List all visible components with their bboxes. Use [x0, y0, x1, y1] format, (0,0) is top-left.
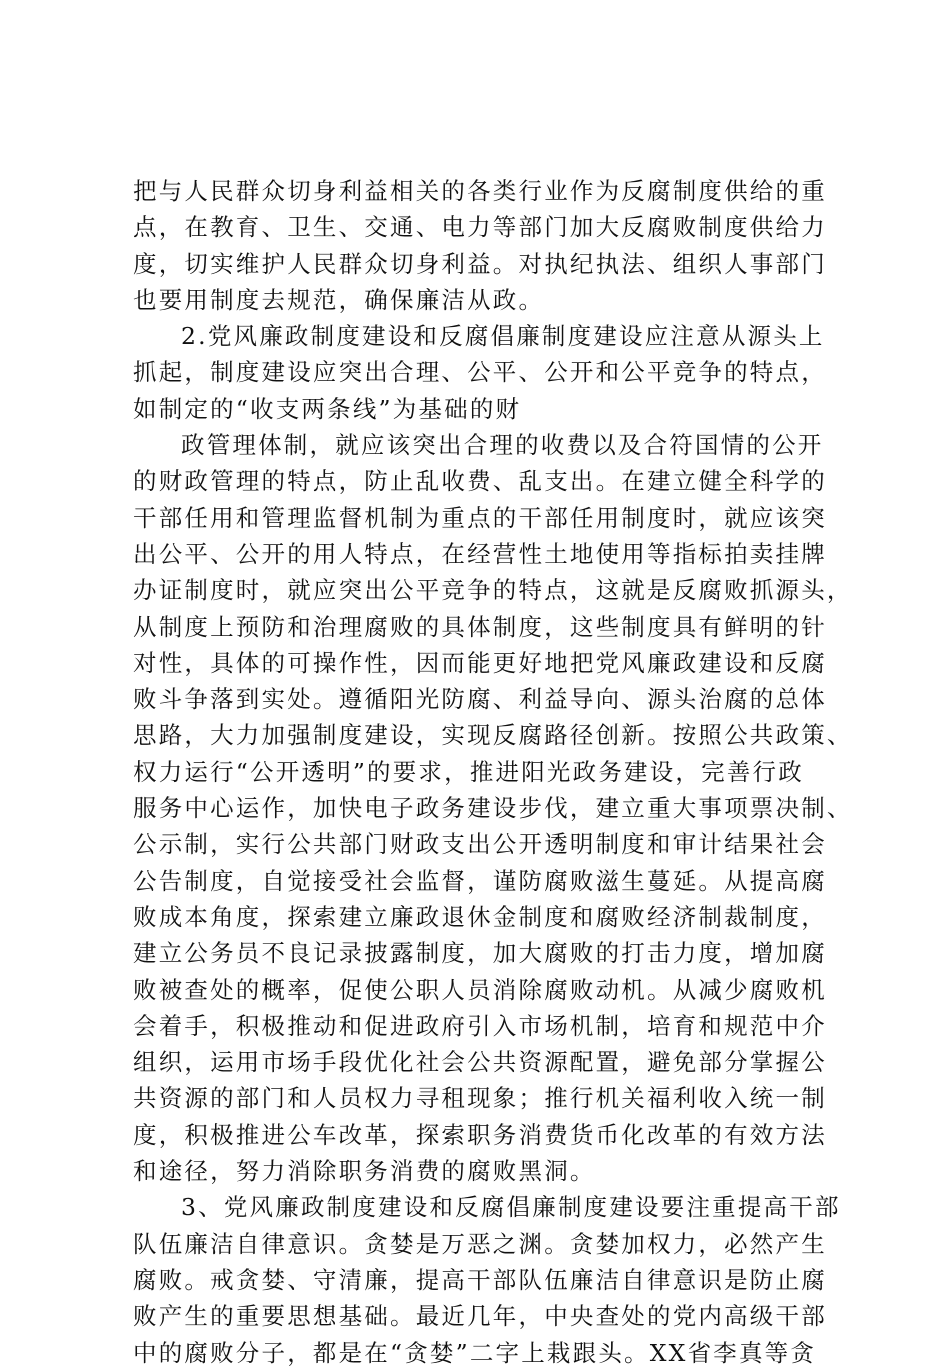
text-line: 败斗争落到实处。遵循阳光防腐、利益导向、源头治腐的总体	[133, 685, 827, 714]
text-line: 干部任用和管理监督机制为重点的干部任用制度时，就应该突	[133, 503, 827, 532]
text-line: 把与人民群众切身利益相关的各类行业作为反腐制度供给的重	[133, 177, 827, 205]
text-line: 从制度上预防和治理腐败的具体制度，这些制度具有鲜明的针	[133, 612, 827, 641]
text-line: 权力运行“公开透明”的要求，推进阳光政务建设，完善行政	[133, 757, 804, 786]
text-line: 共资源的部门和人员权力寻租现象；推行机关福利收入统一制	[133, 1084, 827, 1113]
text-line: 如制定的“收支两条线”为基础的财	[133, 394, 522, 423]
paragraph-start-line: 2.党风廉政制度建设和反腐倡廉制度建设应注意从源头上	[181, 322, 825, 351]
text-line: 会着手，积极推动和促进政府引入市场机制，培育和规范中介	[133, 1011, 827, 1040]
text-line: 出公平、公开的用人特点，在经营性土地使用等指标拍卖挂牌	[133, 539, 827, 568]
body-text	[133, 173, 853, 1371]
text-line: 败产生的重要思想基础。最近几年，中央查处的党内高级干部	[133, 1302, 827, 1331]
text-line: 败成本角度，探索建立廉政退休金制度和腐败经济制裁制度，	[133, 902, 827, 931]
paragraph-start-line: 政管理体制，就应该突出合理的收费以及合符国情的公开	[181, 431, 824, 460]
text-line: 度，积极推进公车改革，探索职务消费货币化改革的有效方法	[133, 1120, 827, 1149]
text-line: 办证制度时，就应突出公平竞争的特点，这就是反腐败抓源头，	[133, 576, 853, 605]
text-line: 对性，具体的可操作性，因而能更好地把党风廉政建设和反腐	[133, 648, 827, 677]
text-line: 思路，大力加强制度建设，实现反腐路径创新。按照公共政策、	[133, 721, 853, 750]
text-line: 组织，运用市场手段优化社会公共资源配置，避免部分掌握公	[133, 1048, 827, 1077]
text-line: 的财政管理的特点，防止乱收费、乱支出。在建立健全科学的	[133, 467, 827, 496]
text-line: 也要用制度去规范，确保廉洁从政。	[133, 285, 545, 314]
text-line: 点，在教育、卫生、交通、电力等部门加大反腐败制度供给力	[133, 213, 827, 242]
text-line: 中的腐败分子，都是在“贪婪”二字上栽跟头。XX省李真等贪	[133, 1338, 817, 1367]
paragraph-start-line: 3、党风廉政制度建设和反腐倡廉制度建设要注重提高干部	[181, 1193, 841, 1222]
text-line: 败被查处的概率，促使公职人员消除腐败动机。从减少腐败机	[133, 975, 827, 1004]
text-line: 抓起，制度建设应突出合理、公平、公开和公平竞争的特点，	[133, 358, 827, 387]
text-line: 建立公务员不良记录披露制度，加大腐败的打击力度，增加腐	[133, 939, 827, 968]
text-line: 公示制，实行公共部门财政支出公开透明制度和审计结果社会	[133, 830, 827, 859]
text-line: 腐败。戒贪婪、守清廉，提高干部队伍廉洁自律意识是防止腐	[133, 1265, 827, 1294]
text-line: 和途径，努力消除职务消费的腐败黑洞。	[133, 1157, 596, 1186]
text-line: 服务中心运作，加快电子政务建设步伐，建立重大事项票决制、	[133, 794, 853, 823]
text-line: 度，切实维护人民群众切身利益。对执纪执法、组织人事部门	[133, 249, 827, 278]
text-line: 队伍廉洁自律意识。贪婪是万恶之渊。贪婪加权力，必然产生	[133, 1229, 827, 1258]
text-line: 公告制度，自觉接受社会监督，谨防腐败滋生蔓延。从提高腐	[133, 866, 827, 895]
